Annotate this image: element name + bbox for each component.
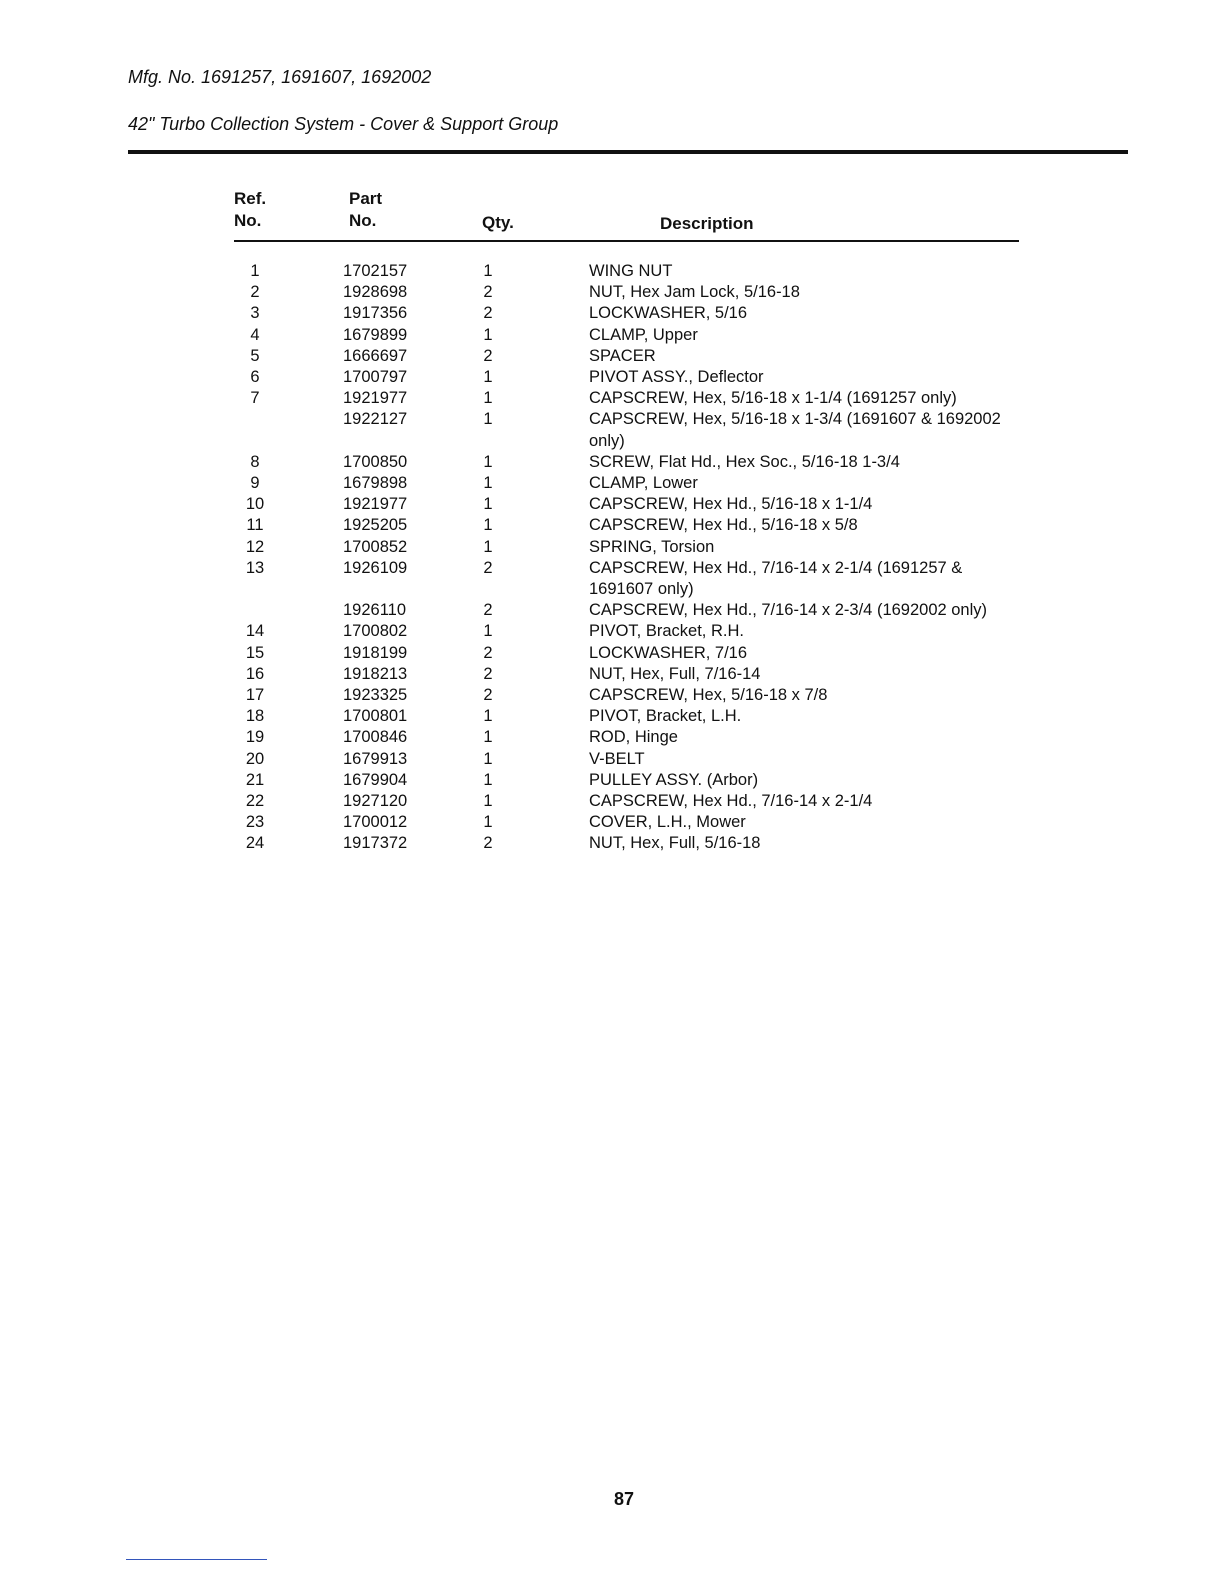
qty-cell: 1 <box>483 474 493 493</box>
column-header-description: Description <box>660 214 754 233</box>
table-row <box>0 325 1224 346</box>
ref-cell: 20 <box>245 749 265 768</box>
ref-cell: 1 <box>250 262 260 280</box>
ref-cell: 23 <box>245 813 265 832</box>
table-row <box>0 812 1224 833</box>
part-number-cell: 1700801 <box>343 707 408 726</box>
ref-cell: 19 <box>245 728 265 747</box>
table-row <box>0 367 1224 388</box>
qty-cell: 2 <box>483 834 493 853</box>
table-row <box>0 706 1224 727</box>
description-cell: CAPSCREW, Hex Hd., 5/16-18 x 1-1/4 <box>589 495 873 514</box>
qty-cell: 1 <box>483 389 493 408</box>
table-row <box>0 303 1224 324</box>
table-row <box>0 346 1224 367</box>
description-cell: LOCKWASHER, 7/16 <box>589 643 748 662</box>
part-number-cell: 1700797 <box>343 368 408 387</box>
description-cell: CAPSCREW, Hex Hd., 5/16-18 x 5/8 <box>589 516 858 535</box>
ref-cell: 24 <box>245 834 265 853</box>
table-row <box>0 833 1224 854</box>
part-number-cell: 1917356 <box>343 304 408 323</box>
part-number-cell: 1923325 <box>343 686 408 705</box>
description-cell: PIVOT, Bracket, L.H. <box>589 707 742 726</box>
table-row <box>0 537 1224 558</box>
table-row <box>0 282 1224 303</box>
qty-cell: 2 <box>483 601 493 620</box>
ref-cell: 22 <box>245 792 265 811</box>
qty-cell: 2 <box>483 304 493 323</box>
description-cell: SPACER <box>589 346 656 365</box>
qty-cell: 1 <box>483 452 493 471</box>
description-cell: CAPSCREW, Hex, 5/16-18 x 7/8 <box>589 686 828 705</box>
qty-cell: 2 <box>483 283 493 302</box>
qty-cell: 2 <box>483 643 493 662</box>
table-row <box>0 600 1224 621</box>
part-number-cell: 1679913 <box>343 749 408 768</box>
table-row <box>0 749 1224 770</box>
description-cell: CAPSCREW, Hex, 5/16-18 x 1-3/4 (1691607 & 1692002 only) <box>589 410 1001 450</box>
ref-cell: 6 <box>250 368 260 387</box>
part-number-cell: 1700012 <box>343 813 408 832</box>
qty-cell: 1 <box>483 707 493 726</box>
part-number-cell: 1925205 <box>343 516 408 535</box>
part-number-cell: 1926110 <box>343 601 407 620</box>
table-row <box>0 643 1224 664</box>
ref-cell: 3 <box>250 304 260 323</box>
part-number-cell: 1679898 <box>343 474 408 493</box>
ref-cell: 7 <box>250 389 260 408</box>
table-row <box>0 685 1224 706</box>
qty-cell: 1 <box>483 262 493 280</box>
ref-cell: 12 <box>245 537 265 556</box>
ref-cell: 5 <box>250 346 260 365</box>
part-number-cell: 1928698 <box>343 283 408 302</box>
table-row <box>0 727 1224 748</box>
table-header-divider <box>234 240 1019 242</box>
description-cell: CLAMP, Lower <box>589 474 698 493</box>
qty-cell: 1 <box>483 325 493 344</box>
part-number-cell: 1921977 <box>343 495 408 514</box>
ref-cell: 15 <box>245 643 265 662</box>
ref-cell: 17 <box>245 686 265 705</box>
ref-cell: 2 <box>250 283 260 302</box>
part-number-cell: 1700846 <box>343 728 408 747</box>
description-cell: NUT, Hex Jam Lock, 5/16-18 <box>589 283 800 302</box>
table-row <box>0 664 1224 685</box>
qty-cell: 1 <box>483 813 493 832</box>
qty-cell: 1 <box>483 622 493 641</box>
part-number-cell: 1922127 <box>343 410 408 429</box>
qty-cell: 1 <box>483 537 493 556</box>
part-number-cell: 1918213 <box>343 664 408 683</box>
description-cell: SCREW, Flat Hd., Hex Soc., 5/16-18 1-3/4 <box>589 452 900 471</box>
qty-cell: 1 <box>483 516 493 535</box>
mfg-numbers: Mfg. No. 1691257, 1691607, 1692002 <box>128 67 432 87</box>
page-number: 87 <box>613 1489 635 1509</box>
part-number-cell: 1926109 <box>343 558 408 577</box>
table-row <box>0 515 1224 536</box>
ref-cell: 18 <box>245 707 265 726</box>
qty-cell: 1 <box>483 792 493 811</box>
description-cell: CAPSCREW, Hex, 5/16-18 x 1-1/4 (1691257 only) <box>589 389 957 408</box>
qty-cell: 2 <box>483 346 493 365</box>
ref-cell: 9 <box>250 474 260 493</box>
description-cell: COVER, L.H., Mower <box>589 813 746 832</box>
group-title: 42" Turbo Collection System - Cover & Support Group <box>128 114 559 134</box>
description-cell: WING NUT <box>589 262 673 280</box>
footer-rule <box>126 1559 267 1560</box>
qty-cell: 1 <box>483 368 493 387</box>
qty-cell: 1 <box>483 728 493 747</box>
qty-cell: 1 <box>483 749 493 768</box>
table-row <box>0 558 1224 600</box>
description-cell: CLAMP, Upper <box>589 325 698 344</box>
part-number-cell: 1918199 <box>343 643 408 662</box>
qty-cell: 2 <box>483 558 493 577</box>
description-cell: V-BELT <box>589 749 645 768</box>
table-row <box>0 473 1224 494</box>
table-row <box>0 791 1224 812</box>
table-row <box>0 621 1224 642</box>
description-cell: ROD, Hinge <box>589 728 678 747</box>
qty-cell: 2 <box>483 664 493 683</box>
qty-cell: 1 <box>483 770 493 789</box>
column-header-ref: Ref. No. <box>234 189 267 230</box>
description-cell: PULLEY ASSY. (Arbor) <box>589 770 759 789</box>
table-row <box>0 261 1224 282</box>
description-cell: NUT, Hex, Full, 5/16-18 <box>589 834 761 853</box>
qty-cell: 1 <box>483 410 493 429</box>
table-row <box>0 770 1224 791</box>
ref-cell: 4 <box>250 325 260 344</box>
description-cell: CAPSCREW, Hex Hd., 7/16-14 x 2-3/4 (1692002 only) <box>589 601 988 620</box>
ref-cell: 13 <box>245 558 265 577</box>
table-row <box>0 452 1224 473</box>
ref-cell: 8 <box>250 452 260 471</box>
header-divider <box>128 150 1128 154</box>
table-row <box>0 388 1224 409</box>
qty-cell: 1 <box>483 495 493 514</box>
ref-cell: 10 <box>245 495 265 514</box>
parts-table <box>0 261 1224 855</box>
description-cell: PIVOT ASSY., Deflector <box>589 368 764 387</box>
ref-cell: 16 <box>245 664 265 683</box>
part-number-cell: 1679904 <box>343 770 408 789</box>
part-number-cell: 1921977 <box>343 389 408 408</box>
column-header-qty: Qty. <box>482 213 514 232</box>
part-number-cell: 1927120 <box>343 792 408 811</box>
description-cell: CAPSCREW, Hex Hd., 7/16-14 x 2-1/4 <box>589 792 873 811</box>
description-cell: NUT, Hex, Full, 7/16-14 <box>589 664 761 683</box>
part-number-cell: 1700852 <box>343 537 408 556</box>
ref-cell: 11 <box>246 516 264 535</box>
part-number-cell: 1700802 <box>343 622 408 641</box>
qty-cell: 2 <box>483 686 493 705</box>
description-cell: PIVOT, Bracket, R.H. <box>589 622 744 641</box>
part-number-cell: 1666697 <box>343 346 408 365</box>
ref-cell: 21 <box>245 770 265 789</box>
part-number-cell: 1679899 <box>343 325 408 344</box>
column-header-part: Part No. <box>349 189 383 230</box>
description-cell: SPRING, Torsion <box>589 537 715 556</box>
table-row <box>0 409 1224 451</box>
description-cell: LOCKWASHER, 5/16 <box>589 304 748 323</box>
table-row <box>0 494 1224 515</box>
description-cell: CAPSCREW, Hex Hd., 7/16-14 x 2-1/4 (1691257 & 1691607 only) <box>589 558 963 599</box>
part-number-cell: 1700850 <box>343 452 408 471</box>
ref-cell: 14 <box>245 622 265 641</box>
part-number-cell: 1702157 <box>343 262 408 280</box>
part-number-cell: 1917372 <box>343 834 408 853</box>
